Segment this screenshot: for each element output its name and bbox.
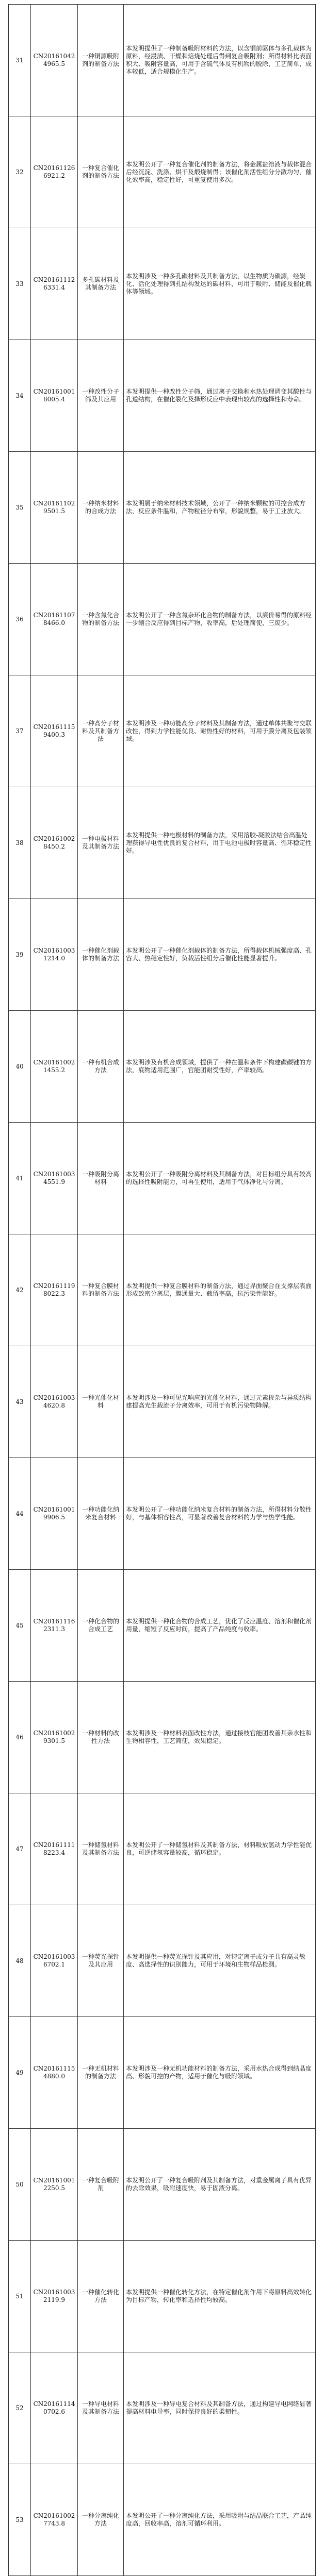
- table-row: [9, 5, 316, 116]
- row-number: 46: [9, 1682, 31, 1793]
- patent-name: 一种含氮化合物的制备方法: [78, 564, 124, 675]
- row-number: 45: [9, 1570, 31, 1682]
- table-row: [9, 675, 316, 787]
- patent-abstract: 本发明公开了一种储氢材料及其制备方法，材料吸放氢动力学性能优良，可逆储氢容量较高，循环稳定。: [124, 1793, 316, 1905]
- row-number: 51: [9, 2241, 31, 2352]
- patent-number: CN201611078466.0: [31, 564, 78, 675]
- table-row: [9, 1682, 316, 1793]
- table-row: [9, 1793, 316, 1905]
- patent-abstract: 本发明提供一种复合膜材料的制备方法，通过界面聚合在支撑层表面形成致密分离层，膜通量大、截留率高，抗污染性能好。: [124, 1234, 316, 1346]
- row-number: 47: [9, 1793, 31, 1905]
- patent-name: 一种光催化材料: [78, 1346, 124, 1458]
- table-row: [9, 2464, 316, 2576]
- patent-name: 一种催化转化方法: [78, 2241, 124, 2352]
- patent-abstract: 本发明公开了一种吸附分离材料及其制备方法，对目标组分具有较高的选择性吸附能力，可再生使用，适用于气体净化与分离。: [124, 1123, 316, 1234]
- row-number: 35: [9, 452, 31, 564]
- row-number: 33: [9, 228, 31, 340]
- patent-abstract: 本发明公开了一种分离纯化方法，采用吸附与结晶联合工艺，产品纯度高，回收率高，溶剂可循环利用。: [124, 2464, 316, 2576]
- patent-name: 一种复合膜材料的制备方法: [78, 1234, 124, 1346]
- patent-name: 一种无机材料的制备方法: [78, 2017, 124, 2129]
- patent-number: CN201611118223.4: [31, 1793, 78, 1905]
- table-row: [9, 564, 316, 675]
- row-number: 42: [9, 1234, 31, 1346]
- patent-name: 一种电极材料及其制备方法: [78, 787, 124, 899]
- patent-abstract: 本发明公开了一种功能化纳米复合材料的制备方法，所得材料分散性好，与基体相容性高，可显著改善复合材料的力学与热学性能。: [124, 1458, 316, 1570]
- patent-abstract: 本发明属于纳米材料技术领域，公开了一种纳米颗粒的可控合成方法，反应条件温和，产物粒径分布窄，形貌规整，易于工业放大。: [124, 452, 316, 564]
- patent-table-body: [9, 5, 316, 2576]
- row-number: 49: [9, 2017, 31, 2129]
- table-row: [9, 1346, 316, 1458]
- table-row: [9, 2241, 316, 2352]
- row-number: 34: [9, 340, 31, 452]
- patent-abstract: 本发明涉及一种可见光响应的光催化材料，通过元素掺杂与异质结构建提高光生载流子分离效率，可用于有机污染物降解。: [124, 1346, 316, 1458]
- table-row: [9, 340, 316, 452]
- patent-number: CN201610027743.8: [31, 2464, 78, 2576]
- row-number: 39: [9, 899, 31, 1011]
- patent-number: CN201611198022.3: [31, 1234, 78, 1346]
- patent-number: CN201611126331.4: [31, 228, 78, 340]
- patent-abstract: 本发明公开了一种复合催化剂的制备方法，将金属盐溶液与载体混合后经沉淀、洗涤、烘干及煅烧制得；该催化剂活性组分分散均匀，催化效率高，稳定性好，可重复使用多次。: [124, 116, 316, 228]
- row-number: 41: [9, 1123, 31, 1234]
- table-row: [9, 787, 316, 899]
- patent-name: 一种材料的改性方法: [78, 1682, 124, 1793]
- patent-number: CN201610032119.9: [31, 2241, 78, 2352]
- row-number: 32: [9, 116, 31, 228]
- patent-number: CN201610424965.5: [31, 5, 78, 116]
- row-number: 44: [9, 1458, 31, 1570]
- table-row: [9, 899, 316, 1011]
- row-number: 48: [9, 1905, 31, 2017]
- patent-number: CN201611159400.3: [31, 675, 78, 787]
- row-number: 50: [9, 2129, 31, 2241]
- patent-name: 一种化合物的合成工艺: [78, 1570, 124, 1682]
- patent-abstract: 本发明提供一种催化转化方法，在特定催化剂作用下将原料高效转化为目标产物，转化率和选择性均较高。: [124, 2241, 316, 2352]
- patent-number: CN201611162311.3: [31, 1570, 78, 1682]
- row-number: 52: [9, 2352, 31, 2464]
- patent-abstract: 本发明涉及一种导电复合材料及其制备方法，通过构建导电网络显著提高材料电导率，同时保持良好的柔韧性。: [124, 2352, 316, 2464]
- patent-abstract: 本发明涉及一种无机功能材料的制备方法，采用水热合成得到结晶度高、形貌可控的产物，适用于催化与吸附领域。: [124, 2017, 316, 2129]
- patent-number: CN201611266921.2: [31, 116, 78, 228]
- table-row: [9, 1123, 316, 1234]
- table-row: [9, 228, 316, 340]
- patent-abstract: 本发明提供一种改性分子筛，通过离子交换和水热处理调变其酸性与孔道结构，在催化裂化及择形反应中表现出较高的选择性和寿命。: [124, 340, 316, 452]
- patent-number: CN201610034551.9: [31, 1123, 78, 1234]
- table-row: [9, 452, 316, 564]
- patent-number: CN201610021455.2: [31, 1011, 78, 1123]
- patent-abstract: 本发明公开了一种含氮杂环化合物的制备方法，以廉价易得的原料经一步缩合反应得到目标产物，收率高，后处理简便，三废少。: [124, 564, 316, 675]
- patent-number: CN201611140702.6: [31, 2352, 78, 2464]
- patent-name: 多孔碳材料及其制备方法: [78, 228, 124, 340]
- row-number: 31: [9, 5, 31, 116]
- patent-name: 一种改性分子筛及其应用: [78, 340, 124, 452]
- table-row: [9, 2352, 316, 2464]
- table-row: [9, 1234, 316, 1346]
- patent-name: 一种吸附分离材料: [78, 1123, 124, 1234]
- patent-abstract: 本发明提供一种化合物的合成工艺，优化了反应温度、溶剂和催化剂用量，缩短了反应时间，提高了产品纯度与收率。: [124, 1570, 316, 1682]
- patent-name: 一种催化剂载体的制备方法: [78, 899, 124, 1011]
- patent-name: 一种高分子材料及其制备方法: [78, 675, 124, 787]
- patent-name: 一种复合吸附剂: [78, 2129, 124, 2241]
- table-row: [9, 1011, 316, 1123]
- patent-abstract: 本发明公开了一种复合吸附剂及其制备方法，对重金属离子具有优异的去除效果，吸附速度快，易于固液分离。: [124, 2129, 316, 2241]
- patent-name: 一种纳米材料的合成方法: [78, 452, 124, 564]
- patent-number: CN201610018005.4: [31, 340, 78, 452]
- patent-name: 一种复合催化剂的制备方法: [78, 116, 124, 228]
- patent-number: CN201610019906.5: [31, 1458, 78, 1570]
- table-row: [9, 116, 316, 228]
- patent-abstract: 本发明提供一种荧光探针及其应用，对特定离子或分子具有高灵敏度、高选择性的识别能力，可用于环境和生物样品检测。: [124, 1905, 316, 2017]
- patent-number: CN201610028450.2: [31, 787, 78, 899]
- table-row: [9, 2017, 316, 2129]
- patent-abstract: 本发明提供一种电极材料的制备方法，采用溶胶-凝胶法结合高温处理获得导电性优良的复合材料，用于电池电极时容量高、循环稳定性好。: [124, 787, 316, 899]
- patent-abstract: 本发明涉及一种多孔碳材料及其制备方法，以生物质为碳源，经炭化、活化处理得到孔结构发达的碳材料，可用于吸附、储能及催化载体等领域。: [124, 228, 316, 340]
- patent-number: CN201611154880.0: [31, 2017, 78, 2129]
- patent-name: 一种铜源吸附剂的制备方法: [78, 5, 124, 116]
- patent-abstract: 本发明公开了一种催化剂载体的制备方法，所得载体机械强度高、孔容大、热稳定性好，负载活性组分后催化性能显著提升。: [124, 899, 316, 1011]
- patent-name: 一种储氢材料及其制备方法: [78, 1793, 124, 1905]
- patent-name: 一种功能化纳米复合材料: [78, 1458, 124, 1570]
- patent-number: CN201610031214.0: [31, 899, 78, 1011]
- patent-abstract: 本发明涉及有机合成领域，提供了一种在温和条件下构建碳碳键的方法，底物适用范围广，官能团耐受性好，产率较高。: [124, 1011, 316, 1123]
- table-row: [9, 1905, 316, 2017]
- patent-number: CN201610029301.5: [31, 1682, 78, 1793]
- patent-name: 一种分离纯化方法: [78, 2464, 124, 2576]
- patent-number: CN201610034620.8: [31, 1346, 78, 1458]
- patent-number: CN201610036702.1: [31, 1905, 78, 2017]
- patent-abstract: 本发明提供了一种制备吸附材料的方法，以含铜前驱体与多孔载体为原料，经浸渍、干燥和焙烧处理后得到复合吸附剂；所得材料比表面积大、吸附容量高，可用于含硫气体及有机物的脱除，工艺简单，成本较低，适合规模化生产。: [124, 5, 316, 116]
- patent-name: 一种荧光探针及其应用: [78, 1905, 124, 2017]
- table-row: [9, 2129, 316, 2241]
- patent-abstract: 本发明涉及一种功能高分子材料及其制备方法，通过单体共聚与交联改性，得到力学性能优良、耐热性好的材料，可用于膜分离及包装领域。: [124, 675, 316, 787]
- patent-table: [8, 4, 316, 2576]
- row-number: 36: [9, 564, 31, 675]
- patent-name: 一种有机合成方法: [78, 1011, 124, 1123]
- patent-number: CN201611029501.5: [31, 452, 78, 564]
- row-number: 37: [9, 675, 31, 787]
- patent-abstract: 本发明涉及一种材料表面改性方法，通过接枝官能团改善其亲水性和生物相容性，工艺简便，效果稳定。: [124, 1682, 316, 1793]
- table-row: [9, 1570, 316, 1682]
- row-number: 40: [9, 1011, 31, 1123]
- row-number: 53: [9, 2464, 31, 2576]
- patent-name: 一种导电材料及其制备方法: [78, 2352, 124, 2464]
- row-number: 38: [9, 787, 31, 899]
- patent-number: CN201610012250.5: [31, 2129, 78, 2241]
- row-number: 43: [9, 1346, 31, 1458]
- table-row: [9, 1458, 316, 1570]
